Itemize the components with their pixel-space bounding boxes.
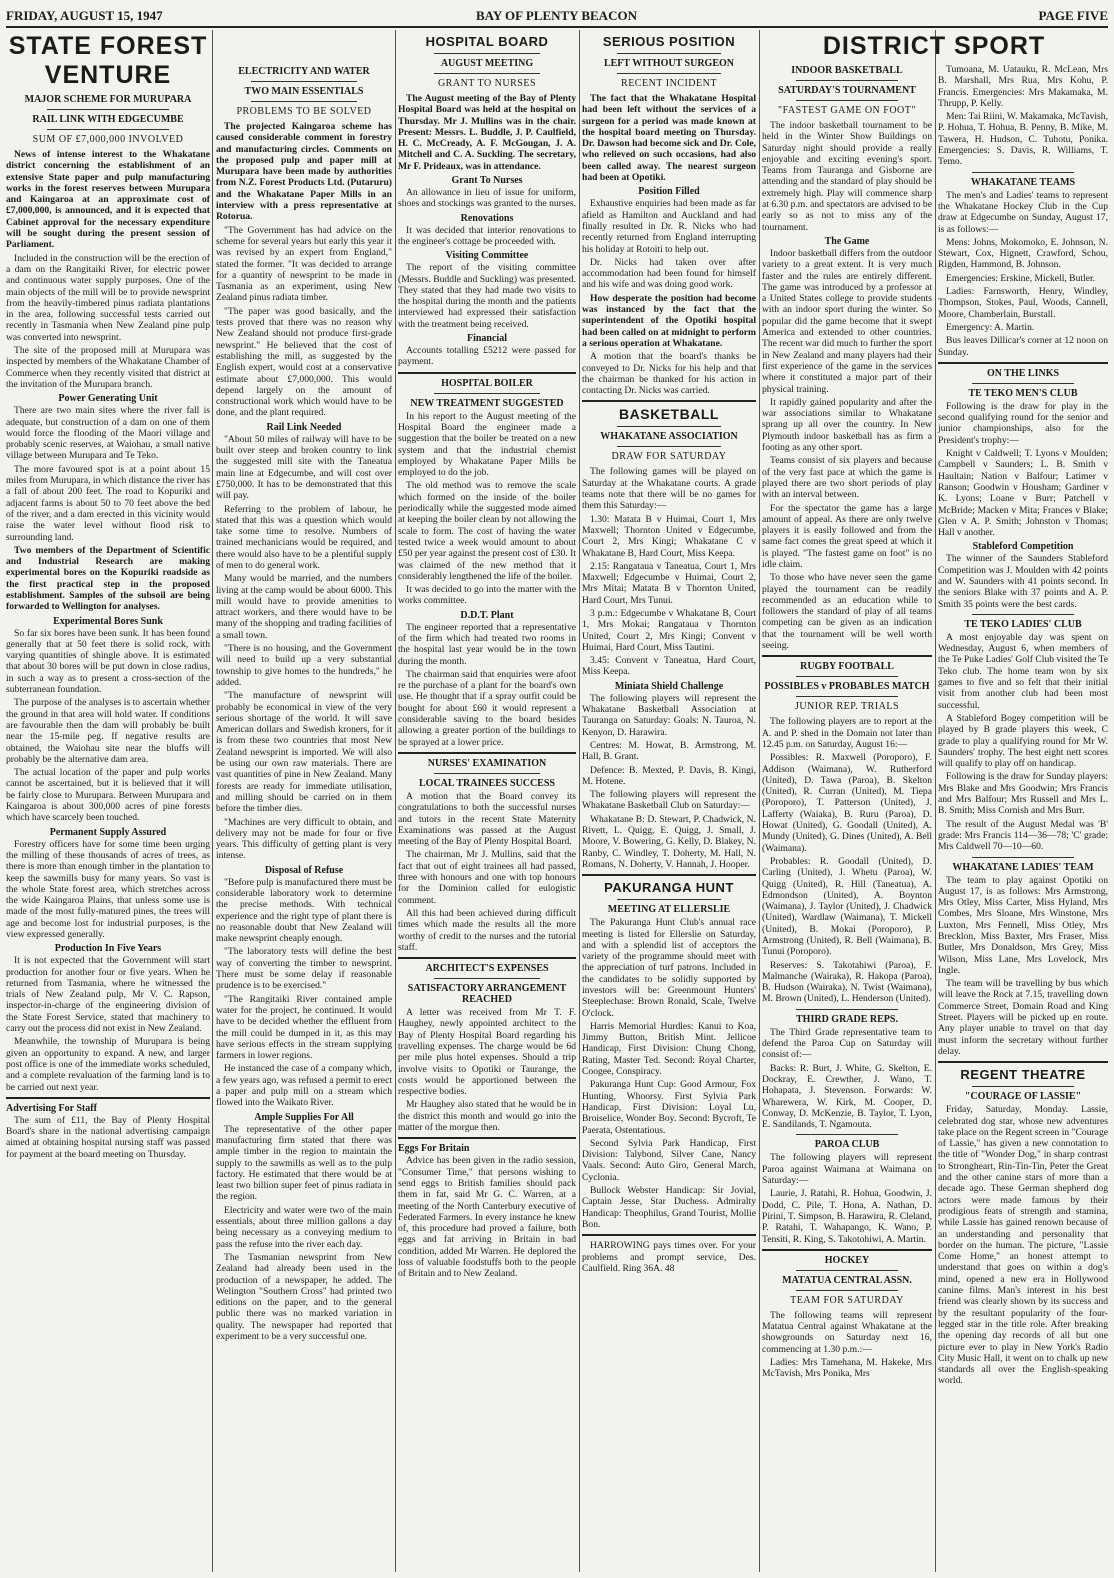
headline-rugby-football: RUGBY FOOTBALL (800, 661, 894, 673)
paragraph: Laurie, J. Ratahi, R. Hohua, Goodwin, J. Dodd, C. Pile, T. Hona, A. Nathan, D. Pirini, T. Simpson, B. Harawira, R. Cleland, P. Ratahi, T. Wahapango, K. Wano, P. Tensiti, R. King, S. Takotohiwi, A. Martin. (762, 1188, 932, 1245)
column-divider (579, 30, 580, 1572)
paragraph: "The paper was good basically, and the tests proved that there was no reason why New Zealand should not produce first-grade newsprint." He believed that the cost of establishing the mill, as suggested by the English expert, would cost at a conservative estimate about £7,000,000. This would depend largely on the amount of constructional work which would have to be done, and the plant required. (216, 305, 392, 419)
paragraph: The men's and Ladies' teams to represent the Whakatane Hockey Club in the Cup draw at Edgecumbe on Sunday, August 17, is as follows:— (938, 189, 1108, 235)
paragraph: The following players will represent Paroa against Waimana at Waimana on Saturday:— (762, 1152, 932, 1187)
divider (796, 1290, 898, 1291)
highlight-paragraph: How desperate the position had become was instanced by the fact that the superintendent of the Opotiki hospital had been called on at midnight to perform a serious operation at Whakatane. (582, 292, 756, 349)
paragraph: Backs: R. Burt, J. White, G. Skelton, E. Dockray, E. Crewther, J. Wano, T. Hohapata, J. Stevenson. Forwards: W. Wharewera, W. Kirk, M. Cooper, D. Conway, D. McKenzie, B. Taylor, T. Lyon, E. Sandilands, T. Ngamouta. (762, 1062, 932, 1131)
section-heading: Visiting Committee (445, 250, 529, 262)
paragraph: It was decided that interior renovations to the engineer's cottage be proceeded with. (398, 224, 576, 247)
paragraph: The following players will represent the Whakatane Basketball Club on Saturday:— (582, 789, 756, 812)
headline-indoor-basketball: INDOOR BASKETBALL (791, 65, 903, 76)
paragraph: The chairman, Mr J. Mullins, said that the fact that out of eight trainees all had passed, three with honours and one with top honours for the Dominion called for eulogistic comment. (398, 849, 576, 906)
divider (617, 53, 721, 54)
lead-paragraph: The fact that the Whakatane Hospital had been left without the services of a surgeon for a period was made known at the hospital board meeting on Thursday. Dr. Dawson had become sick and Dr. Cole, who relieved on such occasions, had also been called away. The nearest surgeon had been at Opotiki. (582, 93, 756, 184)
paragraph: The team to play against Opotiki on August 17, is as follows: Mrs Armstrong, Mrs Otley, Miss Carter, Miss Hyland, Mrs Combes, Mrs Sloane, Mrs Winstone, Mrs Luxton, Mrs Fennell, Miss Otley, Mrs Brecklon, Miss Baxter, Mrs Fraser, Miss Butler, Mrs Donaldson, Mrs Grey, Miss Wilson, Miss Lane, Mrs Lovelock, Mrs Ingle. (938, 874, 1108, 976)
section-heading: D.D.T. Plant (460, 609, 514, 621)
paragraph: Referring to the problem of labour, he stated that this was a question which would take some time to resolve. Numbers of trained mechanicians would be required, and there would also have to be a plentiful supply of men to do general work. (216, 503, 392, 571)
divider (617, 426, 721, 427)
page-number: PAGE FIVE (1038, 8, 1108, 23)
paragraph: "The Government has had advice on the scheme for several years but early this year it was revised by an expert from England," stated the former. "It was decided to arrange for a quantity of newsprint to be made in Tasmania as an experiment, using New Zealand pinus radiata timber. (216, 224, 392, 304)
section-heading: Ample Supplies For All (254, 1111, 354, 1123)
paragraph: 3 p.m.: Edgecumbe v Whakatane B, Court 1, Mrs Mokai; Rangataua v Thornton United, Court 2, Mrs Kingi; Convent v Huimai, Hard Court, Miss Tautini. (582, 607, 756, 653)
headline-basketball: BASKETBALL (619, 406, 719, 423)
paragraph: The winner of the Saunders Stableford Competition was J. Moulden with 42 points and W. Saunders with 41 points second. In the seniors Blake with 37 points and A. P. Smith 35 points were the best cards. (938, 553, 1108, 610)
divider (762, 1249, 932, 1251)
paragraph: The Pakuranga Hunt Club's annual race meeting is listed for Ellerslie on Saturday, and with a splendid list of acceptors the variety of the programme should meet with the appreciation of turf patrons. Included in the candidates to be solidly supported by investors will be: Greenmount Hunters' Steeplechase: Brown Ronald, Scale, Twelve O'clock. (582, 917, 756, 1019)
divider (617, 446, 721, 447)
headline-district-sport: DISTRICT SPORT (822, 32, 1046, 60)
paragraph: The Third Grade representative team to defend the Paroa Cup on Saturday will consist of:— (762, 1026, 932, 1061)
paragraph: Second Sylvia Park Handicap, First Division: Talybond, Silver Cane, Nancy Vaals. Second: Auto Giro, General March, Cyclonia. (582, 1137, 756, 1183)
column-divider (935, 30, 936, 1572)
paragraph: "There is no housing, and the Government will need to build up a very substantial township to give homes to the hundreds," he added. (216, 643, 392, 688)
lead-paragraph: The projected Kaingaroa scheme has caused considerable comment in forestry and manufacturing circles. Comments on the proposed pulp and paper mill at Murupara have been made by authorities from N.Z. Forest Products Ltd. (Putaruru) and the Whakatane Paper Mills in an interview with a press representative at Rotorua. (216, 121, 392, 223)
headline-state-forest: STATE FOREST VENTURE (8, 32, 208, 89)
divider (796, 1009, 898, 1010)
headline-serious-position: SERIOUS POSITION (602, 34, 736, 49)
paragraph: Possibles: R. Maxwell (Poroporo), F. Addison (Waimana), W. Rutherford (United), D. Tawa (Paroa), B. Skelton (United), R. Curran (United), M. Tiepa (Poroporo), T. Patterson (United), J. Lafferty (Waiaka), B. Ruru (Paroa), D. Howat (United), G. Goodall (United), A. Mundy (United), G. Dines (United), A. Bell (Waimana). (762, 752, 932, 854)
subhead: POSSIBLES v PROBABLES MATCH (764, 681, 930, 693)
divider (398, 957, 576, 959)
paragraph: Whakatane B: D. Stewart, P. Chadwick, N. Rivett, L. Quigg, E. Quigg, J. Small, J. Moore, V. Bowering, G. Kelly, D. Blakey, N. Ranby, C. Windley, T. Doherty, M. Hall, N. Romans, N. Doherty, V. Hannah, J. Hooper. (582, 813, 756, 870)
paragraph: Ladies: Farnsworth, Henry, Windley, Thompson, Stokes, Paul, Woods, Cannell, Moore, Chamberlain, Burstall. (938, 286, 1108, 320)
subhead: NEW TREATMENT SUGGESTED (410, 397, 564, 409)
paragraph: Bullock Webster Handicap: Sir Jovial, Captain Jesse, Star Duchess. Admiralty Handicap: Theophilus, Grand Tourist, Mollie Bon. (582, 1185, 756, 1230)
section-heading: Position Filled (638, 186, 700, 198)
article-sport-continued (938, 30, 1108, 1570)
divider (398, 372, 576, 374)
paragraph: A letter was received from Mr T. F. Haughey, newly appointed architect to the Bay of Plenty Hospital Board regarding his travelling expenses. The charge would be 6d per mile plus hotel expenses. Should a trip involve visits to Opotiki or Taurange, the costs would be apportioned between the respective bodies. (398, 1007, 576, 1098)
paragraph: The sum of £11, the Bay of Plenty Hospital Board's share in the national advertising campaign aimed at obtaining hospital nursing staff was passed for payment at the board meeting on Thursday. (6, 1114, 210, 1160)
paragraph: It was decided to go into the matter with the works committee. (398, 584, 576, 607)
paragraph: So far six bores have been sunk. It has been found generally that at 50 feet there is solid rock, with varying quantities of shingle above. It is estimated that about 30 bores will be put down in close radius, in such a way as to present a cross-section of the subterranean foundation. (6, 627, 210, 696)
divider (398, 1137, 576, 1139)
subhead: TE TEKO MEN'S CLUB (968, 387, 1078, 399)
paragraph: All this had been achieved during difficult times which made the results all the more worthy of credit to the nurses and the tutorial staff. (398, 907, 576, 953)
paragraph: It is not expected that the Government will start production for another four or five years. When he returned from Tasmania, where he witnessed the trials of New Zealand pulp, Mr V. C. Rapson, inspector-in-charge of the engineering division of the State Forest Service, stated that machinery to carry out the process did not exist in New Zealand. (6, 955, 210, 1035)
article-state-forest (6, 30, 210, 1570)
paragraph: Forestry officers have for some time been urging the milling of these thousands of acres of trees, as there is more than enough timber in the plantation to keep the sawmills busy for many years. So vast is the whole State forest area, which stretches across the wide Kaingaroa Plains, that unless some use is made of the most fully-matured pines, the trees will age and become lost for industrial purposes, is the view expressed generally. (6, 838, 210, 940)
paragraph: A motion that the Board convey its congratulations to both the successful nurses and tutors in the recent State Maternity Examinations was passed at the August meeting of the Bay of Plenty Hospital Board. (398, 790, 576, 848)
paragraph: The Tasmanian newsprint from New Zealand had already been used in the production of a newspaper, he added. The Welington "Southern Cross" had printed two editions on the paper, and to the general public there was no marked variation in quality. The newspaper had reported that experiment to be a very successful one. (216, 1251, 392, 1342)
article-hospital-board (398, 30, 576, 1570)
paragraph: The report of the visiting committee (Messrs. Buddle and Suckling) was presented. They stated that they had made two visits to the hospital during the month and the patients interviewed had expressed their satisfaction with the treatment being received. (398, 262, 576, 330)
paragraph: A Stableford Bogey competition will be played by B grade players this week, C grade to play a qualifying round for Mr W. Saunders' trophy. The best eight nett scores will qualify to play off on handicap. (938, 712, 1108, 770)
paragraph: The indoor basketball tournament to be held in the Winter Show Buildings on Saturday night should provide a really enjoyable and exciting evening's sport. Teams from Tauranga and Gisborne are attending and the standard of play should be extremely high. Play will commence sharp at 6.30 p.m. and spectators are advised to be early so as not to miss any of the tournament. (762, 120, 932, 233)
paragraph: The old method was to remove the scale which formed on the inside of the boiler periodically while the suggested mode aimed at keeping the boiler clean by not allowing the scale to form. The cost of having the water tested twice a week would amount to about £50 per year against the present cost of £30. It was claimed of the new method that it considerably lengthened the life of the boiler. (398, 480, 576, 582)
divider (6, 1097, 210, 1099)
subhead: MEETING AT ELLERSLIE (607, 904, 731, 916)
divider (47, 109, 169, 110)
subhead: RECENT INCIDENT (621, 78, 717, 89)
paragraph: To those who have never seen the game played the tournament can be readily recommended as an education while to followers the standard of play of all teams competing can be given as an indication that the tournament will be well worth seeing. (762, 572, 932, 652)
paragraph: In his report to the August meeting of the Hospital Board the engineer made a suggestion that the boiler be treated on a new system and that the industrial chemist employed by Whakatane Paper Mills be employed to do the job. (398, 410, 576, 479)
section-heading: THIRD GRADE REPS. (796, 1013, 898, 1025)
issue-date: FRIDAY, AUGUST 15, 1947 (6, 8, 163, 23)
divider (972, 614, 1074, 615)
divider (796, 696, 898, 697)
paragraph: Defence: B. Mexted, P. Davis, B. Kingi, M. Hotene. (582, 764, 756, 787)
column-divider (759, 30, 760, 1572)
paragraph: Meanwhile, the township of Murupara is being given an opportunity to expand. A new, and larger post office is one of the immediate works scheduled, and a complete revaluation of the farming land is to be carried out next year. (6, 1036, 210, 1093)
paragraph: "The laboratory tests will define the best way of converting the timber to newsprint. There must be some delay if reasonable prudence is to be exercised." (216, 946, 392, 992)
headline-hockey: HOCKEY (824, 1254, 870, 1266)
paragraph: Advice has been given in the radio session, "Consumer Time," that persons wishing to send eggs to British families should pack them in fat, said Mr G. C. Warren, at a meeting of the North Canterbury executive of Federated Farmers. In every instance he knew of, this procedure had proved a failure, both eggs and fat arriving in Britain in bad condition, added Mr Warren. He deplored the loss of valuable foodstuffs both to the people of Britain and to New Zealand. (398, 1155, 576, 1280)
divider (434, 73, 541, 74)
lead-paragraph: News of intense interest to the Whakatane district concerning the establishment of an extensive State paper and pulp manufacturing works in the forest reserves between Murupara and Kaingaroa at an approximate cost of £7,000,000, is announced, and it is expected that Cabinet approval for the necessary expenditure will be sought during the present session of Parliament. (6, 149, 210, 251)
paragraph: The engineer reported that a representative of the firm which had treated two rooms in the hospital last year would be in the town during the month. (398, 621, 576, 667)
paragraph: There are two main sites where the river fall is adequate, but construction of a dam on one of them would force the flooding of the Maori village and probably scenic reserves, at Waiohau, a small native village between Murupara and Te Teko. (6, 405, 210, 462)
paragraph: Mr Haughey also stated that he would be in the district this month and would go into the matter of the morgue then. (398, 1099, 576, 1134)
paragraph: He instanced the case of a company which, a few years ago, was refused a permit to erect a paper and pulp mill on a stream which flowed into the Waikato River. (216, 1063, 392, 1109)
paragraph: An allowance in lieu of issue for uniform, shoes and stockings was granted to the nurses. (398, 187, 576, 210)
paragraph: Following is the draw for Sunday players: Mrs Blake and Mrs Goodwin; Mrs Francis and Mrs Balfour; Mrs Russell and Mrs L. B. Smith; Miss Cornish and Mrs Burr. (938, 771, 1108, 817)
column-divider (395, 30, 396, 1572)
paragraph: The more favoured spot is at a point about 15 miles from Murupara, in which distance the river has a fall of about 200 feet. The road to Kopuriki and adjacent farms is about 50 to 70 feet above the bed of the river, and a dam erected in this vicinity would raise the water level without flood risk to surrounding land. (6, 463, 210, 543)
paragraph: Electricity and water were two of the main essentials, about three million gallons a day being necessary as a conveying medium to pass the refuse into the river each day. (216, 1204, 392, 1250)
section-heading: Power Generating Unit (58, 393, 158, 405)
divider (796, 1270, 898, 1271)
divider (796, 676, 898, 677)
paragraph: The purpose of the analyses is to ascertain whether the ground in that area will hold water. If conditions are favourable then the dam will probably be built near the 15-mile peg. If negative results are obtained, the Waiohau site near the bluffs will probably be the alternative dam area. (6, 697, 210, 765)
paragraph: The team will be travelling by bus which will leave the Rock at 7.15, travelling down Commerce Street, Domain Road and King Street. Players will be picked up en route. Any player unable to travel on that day must inform the secretary without further delay. (938, 978, 1108, 1057)
divider (938, 1061, 1108, 1063)
paragraph: The following teams will represent Matatua Central against Whakatane at the showgrounds on Saturday next 16, commencing at 1.30 p.m.:— (762, 1309, 932, 1355)
section-heading: Experimental Bores Sunk (53, 615, 163, 627)
headline-hospital-board: HOSPITAL BOARD (425, 34, 549, 49)
headline-overflow-space (216, 30, 392, 64)
lead-paragraph: The August meeting of the Bay of Plenty Hospital Board was held at the hospital on Thursday. Mr J. Mullins was in the chair. Present: Messrs. L. Buddle, J. P. Caulfield, H. C. McCready, A. F. McGougan, J. A. Mitchell and C. A. Suckling. The secretary, Mr F. Prideaux, was in attendance. (398, 93, 576, 172)
divider (582, 400, 756, 402)
paragraph: "Machines are very difficult to obtain, and delivery may not be made for four or five years. This difficulty of getting plant is very intense. (216, 816, 392, 862)
paragraph: "The Rangitaiki River contained ample water for the project, he continued. It would have to be decided whether the effluent from the mill could be dumped in it, as this may have serious effects in the stream supplying farmers in lower regions. (216, 993, 392, 1062)
divider (796, 1134, 898, 1135)
paragraph: For the spectator the game has a large amount of appeal. As there are only twelve players it is easily followed and from the same fact comes the great speed at which it is played. "The fastest game on foot" is no idle claim. (762, 502, 932, 570)
paragraph: Dr. Nicks had taken over after accommodation had been found for himself and his wife and was doing good work. (582, 256, 756, 291)
divider (762, 655, 932, 657)
headline-on-the-links: ON THE LINKS (986, 367, 1060, 379)
subhead: "COURAGE OF LASSIE" (964, 1091, 1082, 1103)
divider (434, 53, 541, 54)
section-heading: Disposal of Refuse (264, 864, 344, 876)
subhead: TWO MAIN ESSENTIALS (244, 86, 364, 97)
divider (434, 773, 541, 774)
subhead: GRANT TO NURSES (437, 78, 537, 89)
paragraph: "Before pulp is manufactured there must be considerable laboratory work to determine the precise methods. With technical experience and the right type of plant there is no reasonable doubt that New Zealand will make newsprint cheaply enough. (216, 876, 392, 945)
subhead: TE TEKO LADIES' CLUB (964, 618, 1082, 630)
article-electricity-water (216, 30, 392, 1570)
subhead: ELECTRICITY AND WATER (238, 66, 370, 77)
section-heading: The Game (824, 235, 870, 247)
paragraph: Tumoana, M. Uatauku, R. McLean, Mrs B. Marshall, Mrs Rua, Mrs Kohu, P. Francis. Emergencies: Mrs Makamaka, M. Thrupp, P. Kelly. (938, 64, 1108, 109)
divider (434, 978, 541, 979)
paragraph: Following is the draw for play in the second qualifying round for the senior and junior championships, also for the President's trophy:— (938, 400, 1108, 446)
divider (972, 383, 1074, 384)
section-heading: Renovations (460, 212, 514, 224)
headline-whakatane-teams: WHAKATANE TEAMS (970, 176, 1076, 188)
headline-ladies-team: WHAKATANE LADIES' TEAM (952, 861, 1094, 873)
paragraph: The following games will be played on Saturday at the Whakatane courts. A grade teams note that there will be no games for them this Saturday:— (582, 466, 756, 512)
paragraph: Mens: Johns, Mokomoko, E. Johnson, N. Stewart, Cox, Hignett, Crawford, Schou, Rigden, Hammond, B. Johnson. (938, 236, 1108, 271)
highlight-paragraph: Two members of the Department of Scientific and Industrial Research are making experimental bores on the Kopuriki roadside as the first practical step in the proposed establishment. Samples of the subsoil are being forwarded to Wellington for analyses. (6, 544, 210, 613)
paragraph: Reserves: S. Takotahiwi (Paroa), F. Malmanche (Wairaka), R. Hakopa (Paroa), B. Hudson (Wairaka), N. Twist (Waimana), M. Brown (United), L. Henderson (United). (762, 959, 932, 1005)
headline-hospital-boiler: HOSPITAL BOILER (441, 377, 533, 389)
subhead: WHAKATANE ASSOCIATION (600, 431, 738, 443)
divider (582, 874, 756, 876)
section-heading: Rail Link Needed (266, 421, 342, 433)
subhead: PROBLEMS TO BE SOLVED (236, 106, 372, 117)
subhead: JUNIOR REP. TRIALS (794, 701, 900, 713)
paragraph: The chairman said that enquiries were afoot re the purchase of a plant for the board's own use. He thought that if a spray outfit could be bought for about £60 it would represent a considerable saving to the board besides allowing a greater portion of the buildings to be sprayed at a lower price. (398, 668, 576, 748)
subhead: LOCAL TRAINEES SUCCESS (419, 777, 555, 789)
headline-overflow-space (938, 30, 1108, 64)
paragraph: "About 50 miles of railway will have to be built over steep and broken country to link the suggested mill site with the Taneatua main line at Edgecumbe, and will cost over £750,000. It has to be demonstrated that this will pay. (216, 433, 392, 502)
paragraph: Bus leaves Dillicar's corner at 12 noon on Sunday. (938, 335, 1108, 358)
subhead: SATISFACTORY ARRANGEMENT REACHED (407, 983, 567, 1006)
divider (617, 73, 721, 74)
paragraph: 3.45: Convent v Taneatua, Hard Court, Miss Keepa. (582, 655, 756, 678)
paragraph: Accounts totalling £5212 were passed for payment. (398, 345, 576, 368)
headline-architect-expenses: ARCHITECT'S EXPENSES (425, 963, 549, 975)
headline-nurses-exam: NURSES' EXAMINATION (427, 757, 547, 769)
paragraph: The following players are to report at the A. and P. shed in the Domain not later than 12.45 p.m. on Saturday, August 16:— (762, 716, 932, 750)
section-heading: Stableford Competition (972, 541, 1074, 553)
subhead: SUM OF £7,000,000 INVOLVED (32, 134, 184, 145)
divider (617, 899, 721, 900)
paragraph: Emergencies: Erskine, Mickell, Butler. (946, 272, 1096, 284)
section-heading: Miniata Shield Challenge (614, 680, 724, 692)
divider (47, 129, 169, 130)
paragraph: Knight v Caldwell; T. Lyons v Moulden; Campbell v Saunders; L. B. Smith v Haultain; Nation v Balfour; Latimer v Ranson; Goodwin v Housham; Gardiner v K. Lyons; Loane v Burr; Patchell v McBride; Macken v Mita; Frances v Blake; Glen v A. P. Smith; Johnston v Thomas; Hall v another. (938, 448, 1108, 539)
subhead: SATURDAY'S TOURNAMENT (778, 85, 916, 96)
paragraph: The following players will represent the Whakatane Basketball Association at Tauranga on Saturday: Goals: N. Tauroa, N. Kenyon, D. Harawira. (582, 692, 756, 738)
section-heading: Eggs For Britain (398, 1143, 470, 1155)
paragraph: 2.15: Rangataua v Taneatua, Court 1, Mrs Maxwell; Edgecumbe v Huimai, Court 2, Mrs Mitai; Matata B v Thornton United, Hard Court, Mrs Tunui. (582, 560, 756, 606)
paragraph: The result of the August Medal was 'B' grade: Mrs Francis 114—36—78; 'C' grade: Mrs Caldwell 70—10—60. (938, 818, 1108, 853)
paragraph: Indoor basketball differs from the outdoor variety to a great extent. It is very much faster and the rules are entirely different. The game was introduced by a professor at a United States college to provide students with an indoor sport during the winter. So popular did the game become that it swept America and extended to other countries. The recent war did much to further the sport in New Zealand and many players had their first experience of the game in the services where it constituted a major part of their physical training. (762, 247, 932, 395)
divider (251, 81, 357, 82)
subhead: RAIL LINK WITH EDGECUMBE (32, 114, 184, 125)
classified-ad: HARROWING pays times over. For your problems and prompt service, Des. Caulfield. Ring 36A. 48 (582, 1240, 756, 1274)
paragraph: A most enjoyable day was spent on Wednesday, August 6, when members of the Te Puke Ladies' Golf Club visited the Te Teko club. The home team won by six games to five and so felt that their initial visit from another club had been most successful. (938, 631, 1108, 711)
paragraph: The representative of the other paper manufacturing firm stated that there was ample timber in the region to maintain the supply to the sawmills as well as to the pulp factory. He estimated that there would be at least two billion super feet of pinus radiata in the region. (216, 1123, 392, 1203)
article-serious-position (582, 30, 756, 1570)
paragraph: Pakuranga Hunt Cup: Good Armour, Fox Hunting, Whoorsy. First Sylvia Park Handicap, First Division: Loyal Lu, Broiselice, Wonder Boy. Second: Bycroft, Te Paerata, Ostentatious. (582, 1079, 756, 1136)
paragraph: Included in the construction will be the erection of a dam on the Rangitaiki River, for electric power and continuous water supply purposes. One of the main objects of the mill will be to provide newsprint from the heavily-timbered pinus radiata plantations in the area, following successful tests carried out recently in Tasmania when New Zealand pine pulp was converted into newsprint. (6, 252, 210, 343)
divider (972, 1086, 1074, 1087)
subhead: MATATUA CENTRAL ASSN. (782, 1274, 912, 1286)
paragraph: Teams consist of six players and because of the very fast pace at which the game is played there are two short periods of play with an interval between. (762, 455, 932, 501)
masthead (6, 6, 1108, 28)
divider (972, 172, 1074, 173)
paper-name: BAY OF PLENTY BEACON (476, 8, 637, 23)
section-heading: Financial (466, 333, 507, 345)
subhead: MAJOR SCHEME FOR MURUPARA (24, 94, 192, 105)
paragraph: The site of the proposed mill at Murupara was inspected by members of the Whakatane Chamber of Commerce when they recently visited that district at the invitation of the Murupara branch. (6, 345, 210, 390)
subhead: TEAM FOR SATURDAY (790, 1294, 904, 1306)
headline-pakuranga-hunt: PAKURANGA HUNT (604, 880, 734, 896)
divider (972, 857, 1074, 858)
paragraph: Emergency: A. Martin. (946, 321, 1035, 333)
headline-regent-theatre: REGENT THEATRE (960, 1067, 1086, 1083)
subhead: DRAW FOR SATURDAY (611, 451, 727, 463)
divider (434, 393, 541, 394)
section-heading: Grant To Nurses (451, 175, 523, 187)
subhead: LEFT WITHOUT SURGEON (603, 58, 735, 69)
column-divider (212, 30, 213, 1572)
divider (251, 101, 357, 102)
paragraph: Exhaustive enquiries had been made as far afield as Hamilton and Auckland and had finally resulted in Dr. R. Nicks who had recently returned from England interrupting his holiday at Rotoiti to help out. (582, 198, 756, 255)
divider (582, 1234, 756, 1236)
section-heading: Advertising For Staff (6, 1102, 97, 1114)
paragraph: Ladies: Mrs Tamehana, M. Hakeke, Mrs McTavish, Mrs Ponika, Mrs (762, 1357, 932, 1380)
divider (398, 752, 576, 754)
divider (796, 100, 898, 101)
section-heading: Permanent Supply Assured (49, 826, 167, 838)
paragraph: Probables: R. Goodall (United), D. Carling (United), J. Whetu (Paroa), W. Quigg (United), R. Hill (Taneatua), A. Edmondson (United), A. Boynton (Waimana), J. Taylor (United), J. Chadwick (United), Wardlaw (Waimana), T. Mickell (United), B. Mokai (Poroporo), P. Armstrong (United), R. Bell (Waimana), B. Tunui (Poroporo). (762, 855, 932, 958)
paragraph: Men: Tai Riini, W. Makamaka, McTavish, P. Hohua, T. Hohua, B. Penny, B. Mike, M. Tawera, H. Hudson, C. Tuhotu, Ponika. Emergencies: S. Davis, R. Williams, T. Temo. (938, 111, 1108, 168)
paragraph: 1.30: Matata B v Huimai, Court 1, Mrs Maxwell; Thornton United v Edgecumbe, Court 2, Mrs Kingi; Whakatane C v Whakatane B, Hard Court, Miss Keepa. (582, 513, 756, 559)
divider (938, 362, 1108, 364)
paragraph: Harris Memorial Hurdles: Kanui to Koa, Jimmy Button, British Mint. Jellicoe Handicap, First Division: Chung Chong, Rating, Master Ted. Second: Royal Charter, Coogee, Conspiracy. (582, 1020, 756, 1078)
paragraph: It rapidly gained popularity and after the war associations similar to Whakatane sprang up all over the country. In New Plymouth indoor basketball has as firm a footing as any other sport. (762, 396, 932, 454)
subhead: "FASTEST GAME ON FOOT" (778, 105, 916, 116)
paragraph: "The manufacture of newsprint will probably be economical in view of the very serious shortage of the world. It will save American dollars and Swedish kroners, for it is from these two countries that most New Zealand newsprint is imported. We will also be using our own raw materials. There are vast quantities of pine in New Zealand. Many forests are ready for immediate utilisation, and milling should be carried on in them before the timber dies. (216, 690, 392, 815)
paragraph: A motion that the board's thanks be conveyed to Dr. Nicks for his help and that the chairman be thanked for his action in contacting Dr. Nicks was carried. (582, 351, 756, 397)
section-heading: Production In Five Years (54, 943, 162, 955)
subhead: AUGUST MEETING (440, 58, 534, 69)
paragraph: Many would be married, and the numbers living at the camp would be about 6000. This mill would have to provide amenities to attract workers, and there would have to be many of the shopping and trading facilities of a small town. (216, 573, 392, 641)
paragraph: The actual location of the paper and pulp works cannot be ascertained, but it is believed that it will be fairly close to Murupara. Between Murupara and Kaingaroa is about 300,000 acres of pine forests which have scarcely been touched. (6, 767, 210, 824)
paragraph: Friday, Saturday, Monday. Lassie, celebrated dog star, whose new adventures take place on the Regent screen in "Courage of Lassie," has given a new connotation to the title of "Wonder Dog," in sharp contrast to Strongheart, Rin-Tin-Tin, Peter the Great and the other canine stars of more than a decade ago. These German shepherd dog actors were made famous by their prodigious feats of strength and stamina, while Lassie has gained renown because of an understanding and personality that border on the human. The picture, "Lassie Come Home," an honest attempt to understand that goes on within a dog's mind, opened a new era in Hollywood canine films. Man's interest in his best friend was clearly shown by its success and by the resultant popularity of the four-legged star in the title role. After breaking the opening day records of all but one picture ever to play in New York's Radio City Music Hall, it went on to chalk up new standards all over the English-speaking world. (938, 1104, 1108, 1387)
divider (796, 80, 898, 81)
paragraph: Centres: M. Howat, B. Armstrong, M. Hall, B. Grant. (582, 739, 756, 763)
section-heading: PAROA CLUB (814, 1139, 880, 1151)
